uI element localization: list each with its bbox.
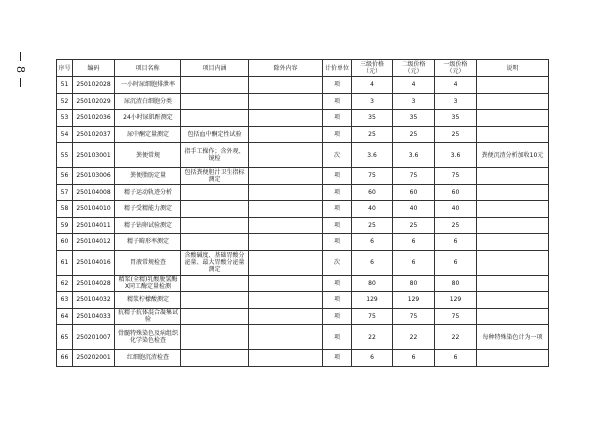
cell-unit: 次 [323, 143, 352, 168]
header-exclusion: 除外内容 [249, 60, 323, 77]
cell-content: 含酸碱度、基础胃酸分泌量、最大胃酸分泌量测定 [181, 250, 249, 275]
cell-note [477, 234, 549, 251]
cell-seq: 51 [57, 77, 73, 94]
cell-code: 250104016 [73, 250, 115, 275]
header-content: 项目内涵 [181, 60, 249, 77]
cell-price-level1: 129 [435, 292, 477, 309]
header-name: 项目名称 [115, 60, 181, 77]
cell-price-level3: 75 [352, 308, 393, 325]
cell-price-level3: 22 [352, 325, 393, 350]
cell-seq: 63 [57, 292, 73, 309]
table-row [57, 234, 549, 251]
cell-note [477, 292, 549, 309]
cell-price-level1: 6 [435, 350, 477, 367]
cell-name: 粪便脂肪定量 [115, 168, 181, 185]
header-price-level2: 二级价格（元） [393, 60, 435, 77]
cell-price-level2: 60 [393, 184, 435, 201]
cell-price-level2: 75 [393, 168, 435, 185]
cell-code: 250104033 [73, 308, 115, 325]
cell-note: 每种特殊染色计为一项 [477, 325, 549, 350]
cell-content [181, 308, 249, 325]
header-unit: 计价单位 [323, 60, 352, 77]
cell-price-level3: 60 [352, 184, 393, 201]
cell-price-level2: 25 [393, 126, 435, 143]
cell-price-level3: 25 [352, 217, 393, 234]
cell-code: 250104028 [73, 275, 115, 292]
cell-name: 精子钻卵试验测定 [115, 217, 181, 234]
cell-note [477, 350, 549, 367]
cell-price-level2: 6 [393, 234, 435, 251]
cell-price-level3: 35 [352, 110, 393, 127]
cell-seq: 66 [57, 350, 73, 367]
cell-name: 精浆柠檬酸测定 [115, 292, 181, 309]
cell-price-level3: 6 [352, 250, 393, 275]
cell-content [181, 93, 249, 110]
cell-note [477, 110, 549, 127]
cell-name: 胃液常规检查 [115, 250, 181, 275]
cell-price-level1: 4 [435, 77, 477, 94]
table-row [57, 168, 549, 185]
cell-price-level3: 75 [352, 168, 393, 185]
cell-exclusion [249, 292, 323, 309]
cell-price-level1: 25 [435, 126, 477, 143]
cell-price-level1: 3.6 [435, 143, 477, 168]
cell-note [477, 126, 549, 143]
cell-seq: 56 [57, 168, 73, 185]
cell-exclusion [249, 350, 323, 367]
cell-price-level2: 40 [393, 201, 435, 218]
cell-name: 精子畸形率测定 [115, 234, 181, 251]
cell-price-level2: 22 [393, 325, 435, 350]
cell-price-level2: 25 [393, 217, 435, 234]
table-row [57, 143, 549, 168]
cell-price-level3: 6 [352, 350, 393, 367]
cell-seq: 65 [57, 325, 73, 350]
table-row [57, 217, 549, 234]
cell-unit: 项 [323, 126, 352, 143]
page-number-dash-bottom [20, 78, 21, 87]
cell-exclusion [249, 250, 323, 275]
table-row [57, 292, 549, 309]
cell-seq: 54 [57, 126, 73, 143]
cell-price-level2: 35 [393, 110, 435, 127]
cell-code: 250103006 [73, 168, 115, 185]
cell-price-level2: 3.6 [393, 143, 435, 168]
cell-price-level1: 80 [435, 275, 477, 292]
cell-name: 粪便常规 [115, 143, 181, 168]
cell-content: 指手工操作；含外观、镜检 [181, 143, 249, 168]
cell-name: 精子运动轨迹分析 [115, 184, 181, 201]
cell-seq: 57 [57, 184, 73, 201]
table-row [57, 350, 549, 367]
cell-content [181, 234, 249, 251]
cell-exclusion [249, 234, 323, 251]
page-number-marker [12, 52, 28, 87]
cell-price-level2: 6 [393, 250, 435, 275]
cell-exclusion [249, 325, 323, 350]
cell-price-level2: 3 [393, 93, 435, 110]
cell-price-level1: 75 [435, 168, 477, 185]
cell-price-level3: 40 [352, 201, 393, 218]
cell-name: 骨髓特殊染色及病组织化学染色检查 [115, 325, 181, 350]
table-header-row [57, 60, 549, 77]
cell-note: 粪便沉渣分析加收10元 [477, 143, 549, 168]
cell-name: 一小时尿细胞排泄率 [115, 77, 181, 94]
cell-unit: 项 [323, 201, 352, 218]
cell-code: 250104012 [73, 234, 115, 251]
cell-unit: 项 [323, 184, 352, 201]
table-row [57, 250, 549, 275]
price-table [56, 59, 549, 367]
cell-content: 包括血中酮定性试验 [181, 126, 249, 143]
cell-content [181, 292, 249, 309]
cell-exclusion [249, 126, 323, 143]
cell-name: 红细胞沉渣检查 [115, 350, 181, 367]
cell-price-level3: 129 [352, 292, 393, 309]
cell-content [181, 184, 249, 201]
cell-name: 尿沉渣白细胞分类 [115, 93, 181, 110]
cell-seq: 58 [57, 201, 73, 218]
cell-price-level3: 6 [352, 234, 393, 251]
cell-exclusion [249, 77, 323, 94]
cell-note [477, 250, 549, 275]
page-number: 8 [13, 66, 27, 73]
cell-seq: 55 [57, 143, 73, 168]
cell-code: 250201007 [73, 325, 115, 350]
cell-unit: 项 [323, 110, 352, 127]
cell-price-level1: 35 [435, 110, 477, 127]
cell-exclusion [249, 184, 323, 201]
header-price-level1: 一级价格（元） [435, 60, 477, 77]
cell-name: 抗精子抗体混合凝集试验 [115, 308, 181, 325]
cell-price-level3: 3 [352, 93, 393, 110]
cell-unit: 项 [323, 93, 352, 110]
cell-exclusion [249, 143, 323, 168]
cell-note [477, 168, 549, 185]
table-row [57, 325, 549, 350]
header-code: 编码 [73, 60, 115, 77]
cell-note [477, 184, 549, 201]
header-price-level3: 三级价格（元） [352, 60, 393, 77]
cell-seq: 60 [57, 234, 73, 251]
cell-seq: 52 [57, 93, 73, 110]
cell-code: 250104011 [73, 217, 115, 234]
cell-note [477, 93, 549, 110]
cell-price-level2: 6 [393, 350, 435, 367]
cell-code: 250202001 [73, 350, 115, 367]
cell-price-level1: 75 [435, 308, 477, 325]
cell-seq: 64 [57, 308, 73, 325]
cell-price-level3: 4 [352, 77, 393, 94]
cell-price-level1: 22 [435, 325, 477, 350]
cell-code: 250104008 [73, 184, 115, 201]
cell-price-level2: 80 [393, 275, 435, 292]
cell-exclusion [249, 93, 323, 110]
table-row [57, 275, 549, 292]
cell-price-level3: 25 [352, 126, 393, 143]
cell-content [181, 77, 249, 94]
cell-exclusion [249, 217, 323, 234]
cell-code: 250102036 [73, 110, 115, 127]
cell-price-level2: 129 [393, 292, 435, 309]
cell-content [181, 275, 249, 292]
cell-content [181, 350, 249, 367]
cell-price-level3: 3.6 [352, 143, 393, 168]
table-row [57, 110, 549, 127]
table-row [57, 126, 549, 143]
cell-exclusion [249, 308, 323, 325]
header-note: 说明 [477, 60, 549, 77]
table-row [57, 201, 549, 218]
cell-price-level1: 60 [435, 184, 477, 201]
cell-code: 250104032 [73, 292, 115, 309]
cell-price-level2: 75 [393, 308, 435, 325]
cell-seq: 53 [57, 110, 73, 127]
cell-content: 包括粪便胆汁卫生指标测定 [181, 168, 249, 185]
cell-unit: 项 [323, 308, 352, 325]
cell-code: 250102029 [73, 93, 115, 110]
cell-unit: 项 [323, 325, 352, 350]
cell-code: 250102037 [73, 126, 115, 143]
cell-note [477, 77, 549, 94]
cell-content [181, 201, 249, 218]
cell-unit: 次 [323, 250, 352, 275]
cell-content [181, 110, 249, 127]
cell-note [477, 201, 549, 218]
cell-exclusion [249, 168, 323, 185]
cell-exclusion [249, 275, 323, 292]
cell-seq: 59 [57, 217, 73, 234]
cell-unit: 项 [323, 168, 352, 185]
cell-unit: 项 [323, 292, 352, 309]
cell-name: 24小时尿肌酐测定 [115, 110, 181, 127]
page-number-dash-top [20, 52, 21, 61]
cell-price-level1: 6 [435, 250, 477, 275]
cell-unit: 项 [323, 234, 352, 251]
cell-seq: 61 [57, 250, 73, 275]
cell-name: 尿中酮定量测定 [115, 126, 181, 143]
table-row [57, 184, 549, 201]
cell-price-level1: 6 [435, 234, 477, 251]
cell-price-level3: 80 [352, 275, 393, 292]
cell-price-level1: 3 [435, 93, 477, 110]
header-seq: 序号 [57, 60, 73, 77]
cell-seq: 62 [57, 275, 73, 292]
cell-note [477, 275, 549, 292]
cell-note [477, 217, 549, 234]
cell-code: 250103001 [73, 143, 115, 168]
table-row [57, 77, 549, 94]
cell-unit: 项 [323, 275, 352, 292]
cell-price-level1: 40 [435, 201, 477, 218]
cell-unit: 项 [323, 350, 352, 367]
cell-exclusion [249, 110, 323, 127]
cell-content [181, 325, 249, 350]
cell-code: 250102028 [73, 77, 115, 94]
table-row [57, 93, 549, 110]
cell-name: 精子受精能力测定 [115, 201, 181, 218]
cell-exclusion [249, 201, 323, 218]
cell-unit: 项 [323, 77, 352, 94]
cell-price-level1: 25 [435, 217, 477, 234]
cell-code: 250104010 [73, 201, 115, 218]
cell-content [181, 217, 249, 234]
cell-price-level2: 4 [393, 77, 435, 94]
cell-note [477, 308, 549, 325]
cell-name: 精浆(全精)乳酸脱氢酶X同工酶定量检测 [115, 275, 181, 292]
cell-unit: 项 [323, 217, 352, 234]
table-row [57, 308, 549, 325]
